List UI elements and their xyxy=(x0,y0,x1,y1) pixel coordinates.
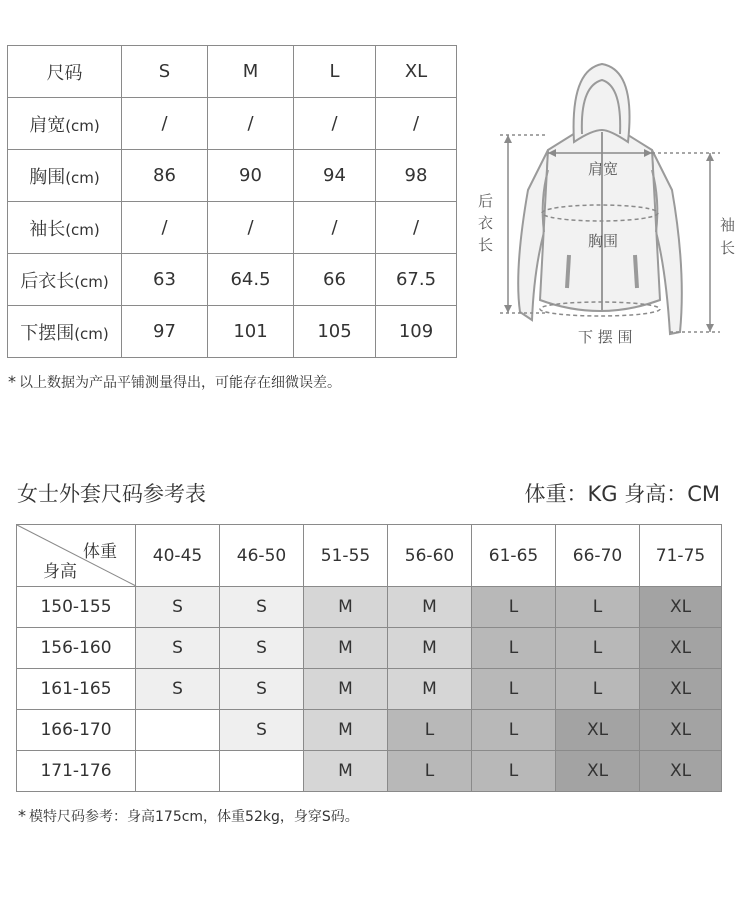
measure-label: 肩宽(cm) xyxy=(8,98,122,150)
size-cell: L xyxy=(556,587,640,628)
size-cell: S xyxy=(220,710,304,751)
weight-range: 66-70 xyxy=(556,525,640,587)
back-length-label-1: 后 xyxy=(478,192,494,210)
size-cell: XL xyxy=(640,710,722,751)
size-cell: M xyxy=(304,710,388,751)
measure-value: 105 xyxy=(294,306,376,358)
size-cell: L xyxy=(556,669,640,710)
reference-row xyxy=(17,587,722,628)
measure-value: 86 xyxy=(122,150,208,202)
measure-value: / xyxy=(294,202,376,254)
back-length-label-3: 长 xyxy=(478,236,494,254)
measure-value: 101 xyxy=(208,306,294,358)
size-chart-row xyxy=(8,306,457,358)
corner-cell xyxy=(17,525,136,587)
size-chart-header-cell: L xyxy=(294,46,376,98)
height-range: 166-170 xyxy=(17,710,136,751)
size-chart-header-row xyxy=(8,46,457,98)
size-reference-units: 体重：KG 身高：CM xyxy=(524,482,720,506)
size-cell: M xyxy=(304,669,388,710)
sleeve-label-1: 袖 xyxy=(720,216,736,234)
size-cell: XL xyxy=(640,587,722,628)
size-chart-header-cell: 尺码 xyxy=(8,46,122,98)
measure-value: 90 xyxy=(208,150,294,202)
measure-value: 94 xyxy=(294,150,376,202)
size-cell: M xyxy=(388,669,472,710)
model-size-note: * 模特尺码参考：身高175cm，体重52kg，身穿S码。 xyxy=(18,806,359,825)
measure-value: / xyxy=(208,98,294,150)
size-cell: L xyxy=(472,628,556,669)
size-cell: M xyxy=(304,587,388,628)
chest-label: 胸围 xyxy=(588,232,619,250)
measurement-note: * 以上数据为产品平铺测量得出，可能存在细微误差。 xyxy=(8,372,341,391)
measure-value: 64.5 xyxy=(208,254,294,306)
measure-value: 109 xyxy=(376,306,457,358)
size-cell xyxy=(136,751,220,792)
height-range: 150-155 xyxy=(17,587,136,628)
measure-value: / xyxy=(208,202,294,254)
size-cell: L xyxy=(472,669,556,710)
weight-range: 61-65 xyxy=(472,525,556,587)
size-cell: S xyxy=(220,669,304,710)
shoulder-label: 肩宽 xyxy=(588,160,619,178)
size-cell: L xyxy=(388,751,472,792)
size-cell xyxy=(220,751,304,792)
height-header: 身高 xyxy=(43,562,77,582)
height-range: 171-176 xyxy=(17,751,136,792)
size-chart-header-cell: S xyxy=(122,46,208,98)
size-cell: L xyxy=(472,710,556,751)
measure-value: / xyxy=(122,202,208,254)
weight-header: 体重 xyxy=(83,542,117,562)
measure-value: / xyxy=(122,98,208,150)
size-cell: S xyxy=(136,587,220,628)
reference-header-row xyxy=(17,525,722,587)
size-cell: S xyxy=(220,587,304,628)
size-reference-table xyxy=(16,524,722,792)
measure-label: 胸围(cm) xyxy=(8,150,122,202)
size-cell: XL xyxy=(640,628,722,669)
measure-value: / xyxy=(376,98,457,150)
measure-value: 63 xyxy=(122,254,208,306)
jacket-measurement-diagram xyxy=(470,50,736,350)
measure-value: / xyxy=(294,98,376,150)
measure-value: 67.5 xyxy=(376,254,457,306)
reference-row xyxy=(17,669,722,710)
reference-row xyxy=(17,751,722,792)
size-cell: XL xyxy=(640,751,722,792)
size-cell: S xyxy=(136,669,220,710)
size-chart-row xyxy=(8,202,457,254)
measure-value: / xyxy=(376,202,457,254)
size-reference-title: 女士外套尺码参考表 xyxy=(17,482,206,506)
size-cell: XL xyxy=(640,669,722,710)
reference-row xyxy=(17,628,722,669)
size-cell: XL xyxy=(556,710,640,751)
height-range: 156-160 xyxy=(17,628,136,669)
size-chart-header-cell: XL xyxy=(376,46,457,98)
size-cell: L xyxy=(472,587,556,628)
size-cell: M xyxy=(388,628,472,669)
size-cell: L xyxy=(556,628,640,669)
weight-range: 56-60 xyxy=(388,525,472,587)
back-length-label-2: 衣 xyxy=(478,214,494,232)
weight-range: 40-45 xyxy=(136,525,220,587)
size-cell: XL xyxy=(556,751,640,792)
size-chart-row xyxy=(8,150,457,202)
size-chart-table xyxy=(7,45,457,358)
height-range: 161-165 xyxy=(17,669,136,710)
measure-value: 66 xyxy=(294,254,376,306)
size-cell: S xyxy=(220,628,304,669)
size-cell xyxy=(136,710,220,751)
reference-row xyxy=(17,710,722,751)
size-chart-header-cell: M xyxy=(208,46,294,98)
weight-range: 46-50 xyxy=(220,525,304,587)
measure-value: 98 xyxy=(376,150,457,202)
size-chart-row xyxy=(8,254,457,306)
size-cell: S xyxy=(136,628,220,669)
weight-range: 51-55 xyxy=(304,525,388,587)
measure-label: 后衣长(cm) xyxy=(8,254,122,306)
size-cell: M xyxy=(388,587,472,628)
size-chart-row xyxy=(8,98,457,150)
measure-label: 下摆围(cm) xyxy=(8,306,122,358)
size-cell: M xyxy=(304,751,388,792)
size-cell: M xyxy=(304,628,388,669)
size-cell: L xyxy=(472,751,556,792)
measure-value: 97 xyxy=(122,306,208,358)
size-cell: L xyxy=(388,710,472,751)
measure-label: 袖长(cm) xyxy=(8,202,122,254)
weight-range: 71-75 xyxy=(640,525,722,587)
sleeve-label-2: 长 xyxy=(720,239,736,257)
hem-label: 下 摆 围 xyxy=(578,328,633,346)
